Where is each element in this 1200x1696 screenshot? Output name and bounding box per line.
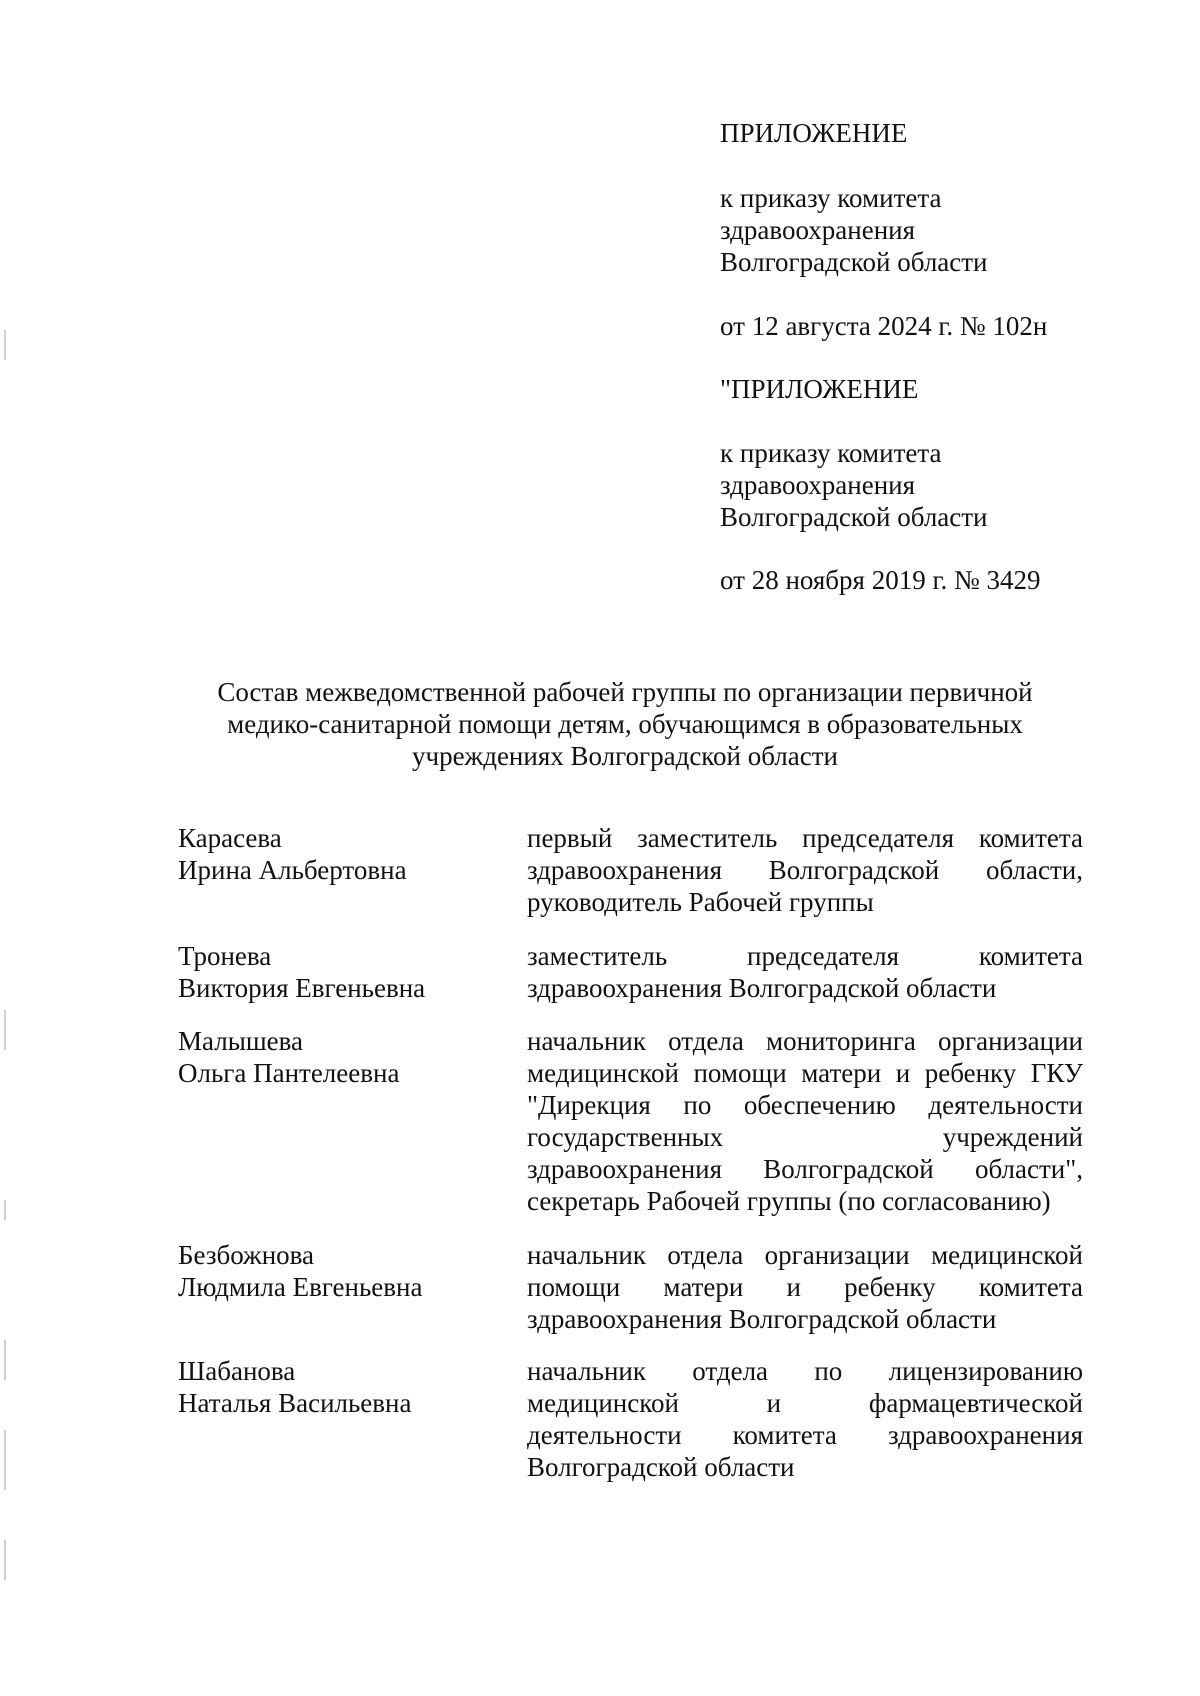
position-line: руководитель Рабочей группы: [527, 887, 874, 917]
title-line-1: Состав межведомственной рабочей группы по организации первичной: [217, 677, 1033, 707]
member-given-name: Ирина Альбертовна: [178, 855, 407, 885]
member-surname: Малышева: [178, 1026, 303, 1056]
scan-artifact: [4, 1430, 6, 1490]
member-given-name: Людмила Евгеньевна: [178, 1272, 423, 1302]
member-position: [527, 1355, 1083, 1483]
quoted-order-ref-line-3: Волгоградской области: [720, 502, 988, 532]
member-position: [527, 1239, 1083, 1335]
order-ref-line-2: здравоохранения: [720, 215, 916, 245]
member-given-name: Ольга Пантелеевна: [178, 1058, 400, 1088]
scan-artifact: [4, 1010, 6, 1050]
position-line: здравоохранения Волгоградской области: [527, 1304, 997, 1334]
position-line: здравоохранения Волгоградской области,: [527, 855, 1083, 885]
member-surname: Карасева: [178, 823, 282, 853]
member-surname: Тронева: [178, 941, 272, 971]
member-surname: Шабанова: [178, 1356, 296, 1386]
position-line: здравоохранения Волгоградской области",: [527, 1154, 1083, 1184]
member-given-name: Наталья Васильевна: [178, 1388, 412, 1418]
order-ref-line-1: к приказу комитета: [720, 183, 942, 213]
member-given-name: Виктория Евгеньевна: [178, 973, 426, 1003]
member-name: [178, 1025, 498, 1089]
quoted-appendix-label: "ПРИЛОЖЕНИЕ: [720, 374, 919, 404]
scan-artifact: [4, 330, 6, 360]
member-position: [527, 940, 1083, 1004]
scan-artifact: [4, 1540, 6, 1580]
order-date: от 12 августа 2024 г. № 102н: [720, 311, 1048, 341]
quoted-order-ref-line-2: здравоохранения: [720, 470, 916, 500]
position-line: деятельности комитета здравоохранения: [527, 1420, 1083, 1450]
member-name: [178, 822, 498, 886]
position-line: здравоохранения Волгоградской области: [527, 973, 997, 1003]
title-line-3: учреждениях Волгоградской области: [411, 741, 838, 771]
position-line: начальник отдела организации медицинской: [527, 1240, 1083, 1270]
member-name: [178, 1239, 498, 1303]
order-ref-line-3: Волгоградской области: [720, 247, 988, 277]
member-name: [178, 1355, 498, 1419]
member-surname: Безбожнова: [178, 1240, 315, 1270]
position-line: начальник отдела мониторинга организации: [527, 1026, 1083, 1056]
scan-artifact: [4, 1200, 6, 1220]
position-line: Волгоградской области: [527, 1452, 795, 1482]
appendix-label: ПРИЛОЖЕНИЕ: [720, 118, 908, 148]
quoted-order-date: от 28 ноября 2019 г. № 3429: [720, 565, 1041, 595]
member-position: [527, 822, 1083, 918]
document-title: [150, 676, 1100, 772]
scan-artifact: [4, 1340, 6, 1380]
position-line: медицинской и фармацевтической: [527, 1388, 1083, 1418]
position-line: первый заместитель председателя комитета: [527, 823, 1083, 853]
position-line: помощи матери и ребенку комитета: [527, 1272, 1083, 1302]
quoted-order-ref-line-1: к приказу комитета: [720, 438, 942, 468]
position-line: заместитель председателя комитета: [527, 941, 1083, 971]
member-position: [527, 1025, 1083, 1217]
position-line: начальник отдела по лицензированию: [527, 1356, 1083, 1386]
position-line: "Дирекция по обеспечению деятельности: [527, 1090, 1083, 1120]
member-name: [178, 940, 498, 1004]
position-line: секретарь Рабочей группы (по согласованию): [527, 1186, 1051, 1216]
title-line-2: медико-санитарной помощи детям, обучающимся в образовательных: [227, 709, 1023, 739]
position-line: государственных учреждений: [527, 1122, 1083, 1152]
position-line: медицинской помощи матери и ребенку ГКУ: [527, 1058, 1083, 1088]
